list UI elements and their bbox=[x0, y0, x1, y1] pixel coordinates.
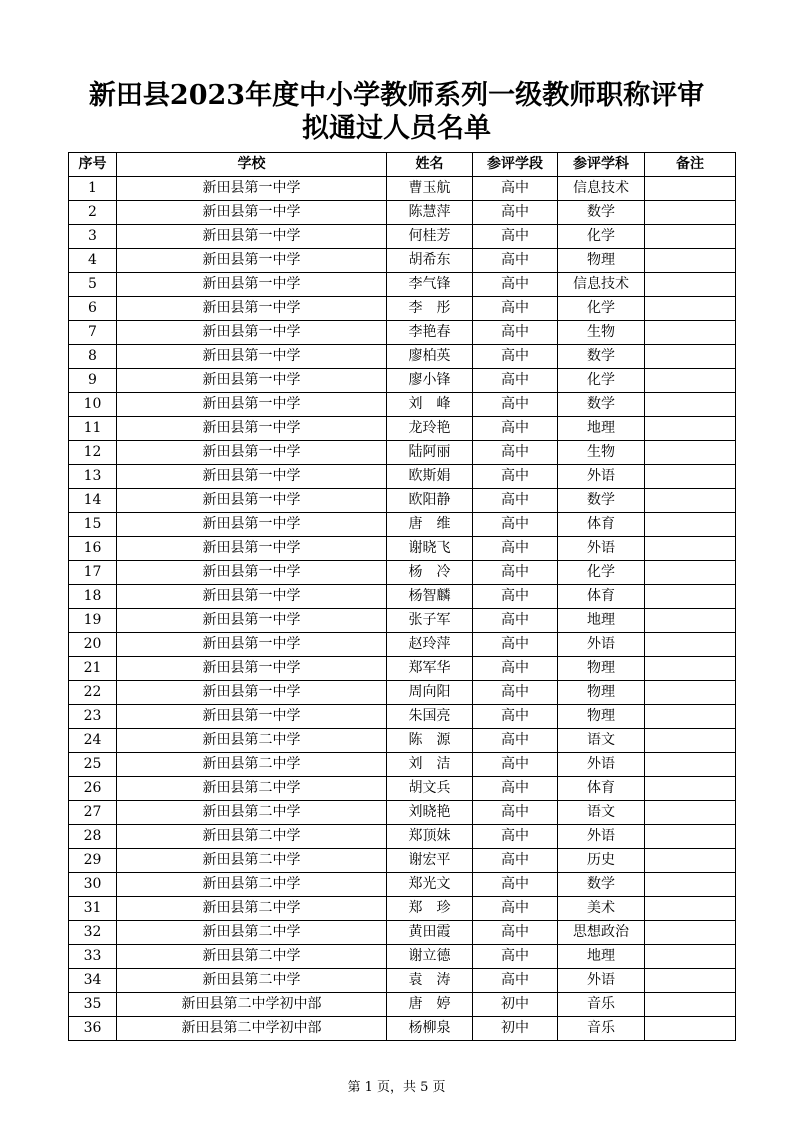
cell-subject: 生物 bbox=[558, 321, 645, 345]
table-header-row bbox=[69, 153, 736, 177]
cell-remark bbox=[645, 417, 736, 441]
cell-index: 12 bbox=[69, 441, 117, 465]
cell-stage: 高中 bbox=[473, 201, 558, 225]
cell-name: 郑顶妹 bbox=[387, 825, 473, 849]
cell-stage: 高中 bbox=[473, 297, 558, 321]
cell-remark bbox=[645, 753, 736, 777]
cell-school: 新田县第一中学 bbox=[117, 585, 387, 609]
table-row bbox=[69, 945, 736, 969]
cell-stage: 高中 bbox=[473, 657, 558, 681]
cell-index: 33 bbox=[69, 945, 117, 969]
cell-remark bbox=[645, 849, 736, 873]
cell-name: 陈 源 bbox=[387, 729, 473, 753]
cell-school: 新田县第一中学 bbox=[117, 609, 387, 633]
cell-index: 30 bbox=[69, 873, 117, 897]
cell-school: 新田县第二中学 bbox=[117, 729, 387, 753]
cell-stage: 高中 bbox=[473, 561, 558, 585]
table-row bbox=[69, 489, 736, 513]
cell-name: 刘晓艳 bbox=[387, 801, 473, 825]
table-row bbox=[69, 417, 736, 441]
cell-school: 新田县第一中学 bbox=[117, 681, 387, 705]
cell-name: 杨智麟 bbox=[387, 585, 473, 609]
cell-stage: 高中 bbox=[473, 273, 558, 297]
cell-remark bbox=[645, 945, 736, 969]
cell-remark bbox=[645, 681, 736, 705]
cell-subject: 物理 bbox=[558, 657, 645, 681]
cell-name: 廖小锋 bbox=[387, 369, 473, 393]
table-row bbox=[69, 921, 736, 945]
cell-school: 新田县第一中学 bbox=[117, 513, 387, 537]
cell-school: 新田县第一中学 bbox=[117, 633, 387, 657]
cell-remark bbox=[645, 801, 736, 825]
cell-remark bbox=[645, 657, 736, 681]
cell-subject: 信息技术 bbox=[558, 177, 645, 201]
cell-name: 刘 洁 bbox=[387, 753, 473, 777]
table-row bbox=[69, 585, 736, 609]
table-row bbox=[69, 1017, 736, 1041]
cell-school: 新田县第二中学 bbox=[117, 777, 387, 801]
document-title-line2: 拟通过人员名单 bbox=[302, 113, 491, 144]
cell-subject: 物理 bbox=[558, 681, 645, 705]
cell-subject: 外语 bbox=[558, 633, 645, 657]
cell-index: 21 bbox=[69, 657, 117, 681]
cell-subject: 体育 bbox=[558, 585, 645, 609]
cell-subject: 数学 bbox=[558, 345, 645, 369]
cell-index: 23 bbox=[69, 705, 117, 729]
cell-index: 26 bbox=[69, 777, 117, 801]
cell-school: 新田县第一中学 bbox=[117, 441, 387, 465]
cell-stage: 高中 bbox=[473, 921, 558, 945]
table-row bbox=[69, 897, 736, 921]
cell-school: 新田县第一中学 bbox=[117, 249, 387, 273]
cell-remark bbox=[645, 537, 736, 561]
cell-subject: 地理 bbox=[558, 609, 645, 633]
cell-remark bbox=[645, 825, 736, 849]
cell-remark bbox=[645, 513, 736, 537]
cell-stage: 高中 bbox=[473, 441, 558, 465]
cell-stage: 高中 bbox=[473, 417, 558, 441]
cell-stage: 高中 bbox=[473, 753, 558, 777]
cell-name: 杨柳泉 bbox=[387, 1017, 473, 1041]
cell-stage: 高中 bbox=[473, 177, 558, 201]
cell-index: 31 bbox=[69, 897, 117, 921]
table-row bbox=[69, 369, 736, 393]
cell-name: 谢宏平 bbox=[387, 849, 473, 873]
table-row bbox=[69, 201, 736, 225]
cell-remark bbox=[645, 297, 736, 321]
cell-name: 胡希东 bbox=[387, 249, 473, 273]
cell-remark bbox=[645, 633, 736, 657]
cell-stage: 高中 bbox=[473, 705, 558, 729]
table-row bbox=[69, 801, 736, 825]
cell-stage: 高中 bbox=[473, 489, 558, 513]
cell-remark bbox=[645, 225, 736, 249]
roster-table bbox=[68, 152, 736, 1041]
cell-index: 15 bbox=[69, 513, 117, 537]
cell-stage: 高中 bbox=[473, 777, 558, 801]
cell-school: 新田县第二中学 bbox=[117, 897, 387, 921]
cell-subject: 地理 bbox=[558, 945, 645, 969]
table-row bbox=[69, 537, 736, 561]
cell-stage: 高中 bbox=[473, 801, 558, 825]
cell-stage: 高中 bbox=[473, 393, 558, 417]
cell-remark bbox=[645, 969, 736, 993]
cell-index: 34 bbox=[69, 969, 117, 993]
cell-stage: 高中 bbox=[473, 321, 558, 345]
cell-school: 新田县第一中学 bbox=[117, 393, 387, 417]
cell-remark bbox=[645, 1017, 736, 1041]
cell-subject: 历史 bbox=[558, 849, 645, 873]
cell-name: 谢立德 bbox=[387, 945, 473, 969]
cell-subject: 数学 bbox=[558, 873, 645, 897]
header-stage: 参评学段 bbox=[473, 153, 558, 177]
cell-stage: 高中 bbox=[473, 729, 558, 753]
cell-index: 32 bbox=[69, 921, 117, 945]
table-row bbox=[69, 825, 736, 849]
cell-index: 22 bbox=[69, 681, 117, 705]
cell-remark bbox=[645, 561, 736, 585]
cell-stage: 高中 bbox=[473, 633, 558, 657]
cell-stage: 高中 bbox=[473, 849, 558, 873]
cell-index: 6 bbox=[69, 297, 117, 321]
cell-index: 24 bbox=[69, 729, 117, 753]
cell-index: 4 bbox=[69, 249, 117, 273]
table-row bbox=[69, 705, 736, 729]
cell-index: 18 bbox=[69, 585, 117, 609]
cell-subject: 语文 bbox=[558, 729, 645, 753]
cell-name: 杨 冷 bbox=[387, 561, 473, 585]
cell-remark bbox=[645, 873, 736, 897]
cell-school: 新田县第二中学初中部 bbox=[117, 1017, 387, 1041]
cell-remark bbox=[645, 489, 736, 513]
cell-remark bbox=[645, 345, 736, 369]
cell-school: 新田县第二中学 bbox=[117, 873, 387, 897]
cell-index: 9 bbox=[69, 369, 117, 393]
cell-school: 新田县第一中学 bbox=[117, 537, 387, 561]
cell-index: 2 bbox=[69, 201, 117, 225]
cell-school: 新田县第一中学 bbox=[117, 489, 387, 513]
cell-name: 李 彤 bbox=[387, 297, 473, 321]
header-name: 姓名 bbox=[387, 153, 473, 177]
cell-name: 周向阳 bbox=[387, 681, 473, 705]
cell-subject: 外语 bbox=[558, 753, 645, 777]
cell-subject: 信息技术 bbox=[558, 273, 645, 297]
cell-name: 郑军华 bbox=[387, 657, 473, 681]
cell-index: 11 bbox=[69, 417, 117, 441]
cell-school: 新田县第二中学 bbox=[117, 825, 387, 849]
cell-index: 19 bbox=[69, 609, 117, 633]
header-school: 学校 bbox=[117, 153, 387, 177]
cell-stage: 高中 bbox=[473, 825, 558, 849]
cell-subject: 数学 bbox=[558, 393, 645, 417]
table-row bbox=[69, 393, 736, 417]
cell-name: 袁 涛 bbox=[387, 969, 473, 993]
cell-name: 陆阿丽 bbox=[387, 441, 473, 465]
cell-stage: 初中 bbox=[473, 1017, 558, 1041]
cell-name: 龙玲艳 bbox=[387, 417, 473, 441]
cell-name: 赵玲萍 bbox=[387, 633, 473, 657]
cell-stage: 高中 bbox=[473, 945, 558, 969]
cell-subject: 体育 bbox=[558, 513, 645, 537]
cell-stage: 高中 bbox=[473, 345, 558, 369]
cell-subject: 物理 bbox=[558, 249, 645, 273]
cell-index: 8 bbox=[69, 345, 117, 369]
cell-name: 曹玉航 bbox=[387, 177, 473, 201]
cell-subject: 美术 bbox=[558, 897, 645, 921]
cell-subject: 体育 bbox=[558, 777, 645, 801]
cell-school: 新田县第一中学 bbox=[117, 201, 387, 225]
table-row bbox=[69, 657, 736, 681]
cell-school: 新田县第一中学 bbox=[117, 369, 387, 393]
cell-school: 新田县第一中学 bbox=[117, 321, 387, 345]
header-subject: 参评学科 bbox=[558, 153, 645, 177]
cell-stage: 高中 bbox=[473, 369, 558, 393]
cell-stage: 高中 bbox=[473, 225, 558, 249]
table-row bbox=[69, 561, 736, 585]
cell-remark bbox=[645, 993, 736, 1017]
cell-index: 3 bbox=[69, 225, 117, 249]
table-row bbox=[69, 465, 736, 489]
cell-remark bbox=[645, 393, 736, 417]
cell-remark bbox=[645, 921, 736, 945]
cell-index: 13 bbox=[69, 465, 117, 489]
page-footer: 第 1 页，共 5 页 bbox=[347, 1080, 446, 1095]
cell-stage: 高中 bbox=[473, 585, 558, 609]
table-row bbox=[69, 849, 736, 873]
cell-remark bbox=[645, 585, 736, 609]
cell-subject: 音乐 bbox=[558, 993, 645, 1017]
cell-name: 李艳春 bbox=[387, 321, 473, 345]
cell-stage: 初中 bbox=[473, 993, 558, 1017]
cell-remark bbox=[645, 705, 736, 729]
table-row bbox=[69, 441, 736, 465]
table-body bbox=[69, 177, 736, 1041]
table-row bbox=[69, 177, 736, 201]
cell-index: 7 bbox=[69, 321, 117, 345]
cell-stage: 高中 bbox=[473, 897, 558, 921]
cell-name: 张子军 bbox=[387, 609, 473, 633]
table-row bbox=[69, 753, 736, 777]
table-row bbox=[69, 273, 736, 297]
cell-index: 20 bbox=[69, 633, 117, 657]
cell-subject: 地理 bbox=[558, 417, 645, 441]
cell-index: 16 bbox=[69, 537, 117, 561]
table-row bbox=[69, 297, 736, 321]
cell-school: 新田县第二中学初中部 bbox=[117, 993, 387, 1017]
table-row bbox=[69, 249, 736, 273]
cell-remark bbox=[645, 465, 736, 489]
cell-remark bbox=[645, 729, 736, 753]
cell-remark bbox=[645, 897, 736, 921]
table-row bbox=[69, 321, 736, 345]
cell-school: 新田县第二中学 bbox=[117, 921, 387, 945]
table-row bbox=[69, 993, 736, 1017]
cell-stage: 高中 bbox=[473, 681, 558, 705]
cell-school: 新田县第一中学 bbox=[117, 297, 387, 321]
cell-subject: 化学 bbox=[558, 369, 645, 393]
table-row bbox=[69, 873, 736, 897]
cell-subject: 数学 bbox=[558, 489, 645, 513]
header-index: 序号 bbox=[69, 153, 117, 177]
cell-name: 欧斯娟 bbox=[387, 465, 473, 489]
cell-remark bbox=[645, 609, 736, 633]
cell-subject: 化学 bbox=[558, 225, 645, 249]
cell-school: 新田县第一中学 bbox=[117, 273, 387, 297]
cell-name: 陈慧萍 bbox=[387, 201, 473, 225]
cell-index: 5 bbox=[69, 273, 117, 297]
cell-subject: 化学 bbox=[558, 297, 645, 321]
cell-name: 黄田霞 bbox=[387, 921, 473, 945]
table-row bbox=[69, 513, 736, 537]
cell-remark bbox=[645, 273, 736, 297]
cell-subject: 外语 bbox=[558, 465, 645, 489]
cell-remark bbox=[645, 369, 736, 393]
cell-index: 27 bbox=[69, 801, 117, 825]
cell-school: 新田县第一中学 bbox=[117, 225, 387, 249]
cell-school: 新田县第一中学 bbox=[117, 657, 387, 681]
table-row bbox=[69, 729, 736, 753]
table-row bbox=[69, 681, 736, 705]
cell-school: 新田县第二中学 bbox=[117, 849, 387, 873]
cell-index: 17 bbox=[69, 561, 117, 585]
cell-stage: 高中 bbox=[473, 873, 558, 897]
table-row bbox=[69, 225, 736, 249]
cell-index: 25 bbox=[69, 753, 117, 777]
cell-subject: 外语 bbox=[558, 537, 645, 561]
document-title-line1: 新田县2023年度中小学教师系列一级教师职称评审 bbox=[88, 80, 705, 111]
cell-remark bbox=[645, 441, 736, 465]
cell-name: 朱国亮 bbox=[387, 705, 473, 729]
cell-name: 谢晓飞 bbox=[387, 537, 473, 561]
cell-stage: 高中 bbox=[473, 513, 558, 537]
cell-remark bbox=[645, 201, 736, 225]
cell-school: 新田县第二中学 bbox=[117, 801, 387, 825]
cell-school: 新田县第一中学 bbox=[117, 417, 387, 441]
cell-name: 郑 珍 bbox=[387, 897, 473, 921]
cell-subject: 外语 bbox=[558, 969, 645, 993]
table-row bbox=[69, 633, 736, 657]
cell-school: 新田县第一中学 bbox=[117, 177, 387, 201]
cell-subject: 外语 bbox=[558, 825, 645, 849]
cell-stage: 高中 bbox=[473, 969, 558, 993]
cell-school: 新田县第二中学 bbox=[117, 969, 387, 993]
cell-name: 唐 婷 bbox=[387, 993, 473, 1017]
cell-school: 新田县第一中学 bbox=[117, 465, 387, 489]
cell-name: 刘 峰 bbox=[387, 393, 473, 417]
table-row bbox=[69, 969, 736, 993]
cell-stage: 高中 bbox=[473, 249, 558, 273]
cell-stage: 高中 bbox=[473, 609, 558, 633]
table-row bbox=[69, 609, 736, 633]
table-row bbox=[69, 777, 736, 801]
cell-name: 李气锋 bbox=[387, 273, 473, 297]
cell-name: 唐 维 bbox=[387, 513, 473, 537]
cell-school: 新田县第一中学 bbox=[117, 345, 387, 369]
cell-subject: 音乐 bbox=[558, 1017, 645, 1041]
cell-index: 10 bbox=[69, 393, 117, 417]
cell-school: 新田县第二中学 bbox=[117, 753, 387, 777]
cell-index: 36 bbox=[69, 1017, 117, 1041]
cell-remark bbox=[645, 777, 736, 801]
cell-school: 新田县第一中学 bbox=[117, 561, 387, 585]
cell-school: 新田县第一中学 bbox=[117, 705, 387, 729]
cell-subject: 物理 bbox=[558, 705, 645, 729]
cell-stage: 高中 bbox=[473, 465, 558, 489]
cell-index: 28 bbox=[69, 825, 117, 849]
cell-index: 35 bbox=[69, 993, 117, 1017]
cell-index: 14 bbox=[69, 489, 117, 513]
cell-remark bbox=[645, 249, 736, 273]
cell-index: 1 bbox=[69, 177, 117, 201]
cell-subject: 化学 bbox=[558, 561, 645, 585]
header-remark: 备注 bbox=[645, 153, 736, 177]
cell-name: 欧阳静 bbox=[387, 489, 473, 513]
cell-name: 廖柏英 bbox=[387, 345, 473, 369]
cell-subject: 生物 bbox=[558, 441, 645, 465]
cell-name: 何桂芳 bbox=[387, 225, 473, 249]
cell-name: 胡文兵 bbox=[387, 777, 473, 801]
cell-index: 29 bbox=[69, 849, 117, 873]
cell-subject: 语文 bbox=[558, 801, 645, 825]
cell-subject: 思想政治 bbox=[558, 921, 645, 945]
cell-school: 新田县第二中学 bbox=[117, 945, 387, 969]
table-row bbox=[69, 345, 736, 369]
cell-remark bbox=[645, 321, 736, 345]
cell-name: 郑光文 bbox=[387, 873, 473, 897]
cell-remark bbox=[645, 177, 736, 201]
cell-subject: 数学 bbox=[558, 201, 645, 225]
cell-stage: 高中 bbox=[473, 537, 558, 561]
